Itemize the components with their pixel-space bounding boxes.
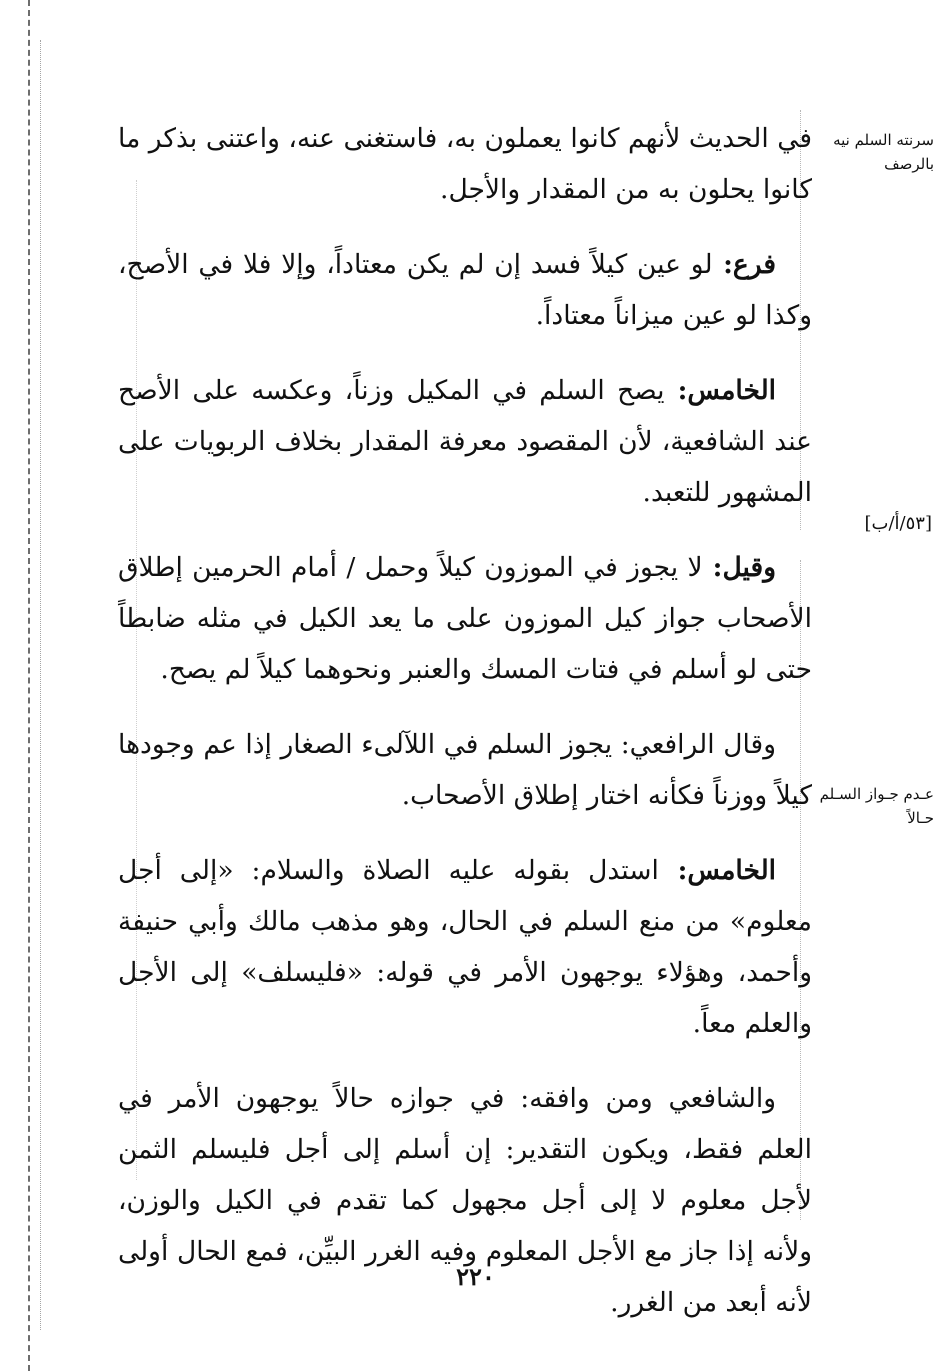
paragraph: الخامس: استدل بقوله عليه الصلاة والسلام: «إلى أجل معلوم» من منع السلم في الحال، وهو مذهب مالك وأبي حنيفة وأحمد، وهؤلاء يوجهون الأمر في قوله: «فليسلف» إلى الأجل والعلم معاً. xyxy=(118,855,812,1039)
page-number: ٢٢٠ xyxy=(456,1262,495,1291)
binding-shadow xyxy=(40,40,41,1330)
paragraph: الخامس: يصح السلم في المكيل وزناً، وعكسه على الأصح عند الشافعية، لأن المقصود معرفة المقدار بخلاف الربويات على المشهور للتعبد. xyxy=(118,375,812,508)
margin-note: سرنته السلم نيه بالرصف xyxy=(833,131,934,173)
paragraph: وقيل: لا يجوز في الموزون كيلاً وحمل / أمام الحرمين إطلاق الأصحاب جواز كيل الموزون على ما يعد الكيل في مثله ضابطاً حتى لو أسلم في فتات المسك والعنبر ونحوهما كيلاً لم يصح. xyxy=(118,552,812,685)
paragraph: وقال الرافعي: يجوز السلم في اللآلىء الصغار إذا عم وجودها كيلاً ووزناً فكأنه اختار إطلاق الأصحاب. xyxy=(118,729,812,811)
margin-note: عـدم جـواز السـلم حـالاً xyxy=(819,785,934,827)
paragraph: فرع: لو عين كيلاً فسد إن لم يكن معتاداً، وإلا فلا في الأصح، وكذا لو عين ميزاناً معتاداً. xyxy=(118,249,812,331)
body-text xyxy=(118,113,812,1352)
paragraph: والشافعي ومن وافقه: في جوازه حالاً يوجهون الأمر في العلم فقط، ويكون التقدير: إن أسلم إلى أجل فليسلم الثمن لأجل معلوم لا إلى أجل مجهول كما تقدم في الكيل والوزن، ولأنه إذا جاز مع الأجل المعلوم وفيه الغرر البيِّن، فمع الحال أولى لأنه أبعد من الغرر. xyxy=(118,1083,812,1318)
paragraph: في الحديث لأنهم كانوا يعملون به، فاستغنى عنه، واعتنى بذكر ما كانوا يحلون به من المقدار والأجل. xyxy=(118,123,812,205)
binding-edge xyxy=(28,0,30,1371)
folio-marker: [٥٣/أ/ب] xyxy=(864,513,932,534)
